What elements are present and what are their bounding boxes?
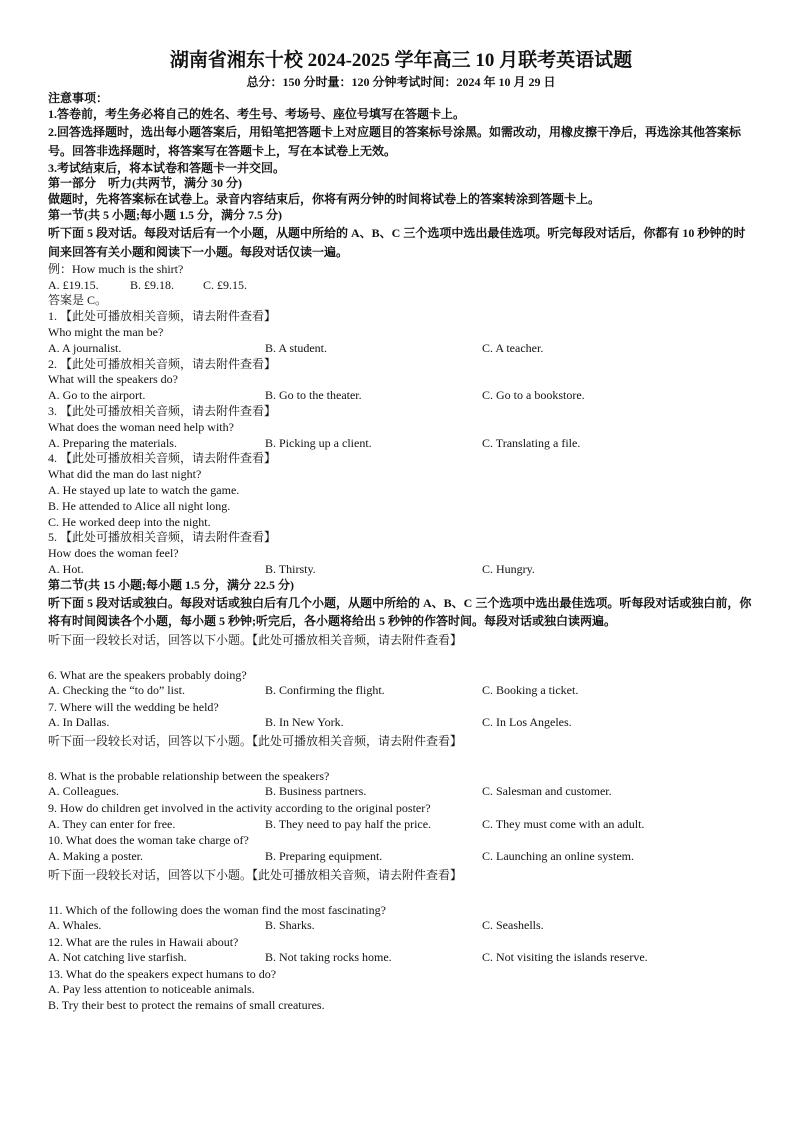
option-a: A. Pay less attention to noticeable animals. [48, 982, 255, 997]
listen-long-note: 听下面一段较长对话，回答以下小题。【此处可播放相关音频，请去附件查看】 [48, 733, 463, 748]
option-a: A. Not catching live starfish. [48, 950, 187, 965]
option-c: C. Not visiting the islands reserve. [482, 950, 648, 965]
section2-instruction: 听下面 5 段对话或独白。每段对话或独白后有几个小题，从题中所给的 A、B、C 三个选项中选出最佳选项。听每段对话或独白前，你将有时间阅读各个小题，每小题 5 秒钟;听完后，各小题将给出 5 秒钟的作答时间。每段对话或独白读两遍。 [48, 595, 752, 628]
option-c: C. He worked deep into the night. [48, 514, 211, 529]
option-c: C. Go to a bookstore. [482, 388, 585, 403]
option-b: B. Go to the theater. [265, 388, 362, 403]
option-c: C. Booking a ticket. [482, 682, 579, 697]
audio-note: 【此处可播放相关音频，请去附件查看】 [60, 309, 277, 324]
option-b: B. Not taking rocks home. [265, 950, 392, 965]
question-9: 9. How do children get involved in the activity according to the original poster? [48, 801, 431, 816]
question-11: 11. Which of the following does the woman find the most fascinating? [48, 902, 386, 917]
option-c: C. Hungry. [482, 561, 535, 576]
option-a: A. Hot. [48, 561, 84, 576]
question-8: 8. What is the probable relationship between the speakers? [48, 768, 330, 783]
note-2: 2.回答选择题时，选出每小题答案后，用铅笔把答题卡上对应题目的答案标号涂黑。如需改动，用橡皮擦干净后，再选涂其他答案标号。回答非选择题时，将答案写在答题卡上，写在本试卷上无效。 [48, 124, 742, 158]
note-1: 1.答卷前，考生务必将自己的姓名、考生号、考场号、座位号填写在答题卡上。 [48, 106, 466, 121]
example-options [48, 278, 754, 294]
question-11-options [48, 918, 754, 934]
option-b: B. Sharks. [265, 917, 315, 932]
question-10-options [48, 849, 754, 865]
audio-note: 【此处可播放相关音频，请去附件查看】 [60, 530, 277, 545]
audio-note: 【此处可播放相关音频，请去附件查看】 [60, 451, 277, 466]
question-2: What will the speakers do? [48, 372, 178, 387]
option-a: A. Whales. [48, 917, 102, 932]
option-c: C. £9.15. [203, 277, 248, 292]
question-8-options [48, 784, 754, 800]
audio-note: 【此处可播放相关音频，请去附件查看】 [60, 403, 277, 418]
option-a: A. Colleagues. [48, 784, 119, 799]
question-7-options [48, 715, 754, 731]
option-a: A. £19.15. [48, 277, 99, 292]
audio-note: 【此处可播放相关音频，请去附件查看】 [60, 356, 277, 371]
option-c: C. They must come with an adult. [482, 816, 645, 831]
question-10: 10. What does the woman take charge of? [48, 833, 249, 848]
option-b: B. In New York. [265, 715, 344, 730]
question-4: What did the man do last night? [48, 467, 202, 482]
question-13: 13. What do the speakers expect humans to do? [48, 966, 277, 981]
option-b: B. Thirsty. [265, 561, 316, 576]
note-3: 3.考试结束后，将本试卷和答题卡一并交回。 [48, 160, 286, 175]
question-3-options [48, 436, 754, 452]
option-a: A. Checking the “to do” list. [48, 682, 185, 697]
option-b: B. Picking up a client. [265, 435, 372, 450]
question-2-options [48, 388, 754, 404]
question-12: 12. What are the rules in Hawaii about? [48, 934, 239, 949]
question-3-audio: 3. 【此处可播放相关音频，请去附件查看】 [48, 403, 277, 418]
option-a: A. In Dallas. [48, 715, 110, 730]
option-a: A. Go to the airport. [48, 388, 146, 403]
section1-heading: 第一节(共 5 小题;每小题 1.5 分，满分 7.5 分) [48, 207, 282, 222]
question-6: 6. What are the speakers probably doing? [48, 667, 247, 682]
option-b: B. A student. [265, 340, 328, 355]
option-b: B. They need to pay half the price. [265, 816, 432, 831]
option-a: A. Making a poster. [48, 848, 143, 863]
question-12-options [48, 950, 754, 966]
page-title: 湖南省湘东十校 2024-2025 学年高三 10 月联考英语试题 [169, 50, 633, 71]
example-question: 例：How much is the shirt? [48, 261, 184, 276]
option-c: C. A teacher. [482, 340, 544, 355]
option-b: B. Confirming the flight. [265, 682, 385, 697]
question-2-audio: 2. 【此处可播放相关音频，请去附件查看】 [48, 356, 277, 371]
question-1: Who might the man be? [48, 324, 164, 339]
option-c: C. In Los Angeles. [482, 715, 572, 730]
listen-long-note: 听下面一段较长对话，回答以下小题。【此处可播放相关音频，请去附件查看】 [48, 632, 463, 647]
option-a: A. He stayed up late to watch the game. [48, 482, 240, 497]
part1-heading: 第一部分 听力(共两节，满分 30 分) [48, 176, 242, 191]
question-5-options [48, 562, 754, 578]
question-5: How does the woman feel? [48, 546, 179, 561]
question-1-audio: 1. 【此处可播放相关音频，请去附件查看】 [48, 309, 277, 324]
question-6-options [48, 683, 754, 699]
option-a: A. Preparing the materials. [48, 435, 177, 450]
option-c: C. Salesman and customer. [482, 784, 612, 799]
example-answer: 答案是 C。 [48, 293, 108, 308]
question-7: 7. Where will the wedding be held? [48, 699, 219, 714]
option-a: A. They can enter for free. [48, 816, 176, 831]
section2-heading: 第二节(共 15 小题;每小题 1.5 分，满分 22.5 分) [48, 577, 294, 592]
option-b: B. Business partners. [265, 784, 367, 799]
option-b: B. Preparing equipment. [265, 848, 383, 863]
option-b: B. £9.18. [130, 277, 175, 292]
question-9-options [48, 817, 754, 833]
listen-long-note: 听下面一段较长对话，回答以下小题。【此处可播放相关音频，请去附件查看】 [48, 867, 463, 882]
question-4-audio: 4. 【此处可播放相关音频，请去附件查看】 [48, 451, 277, 466]
exam-page [48, 48, 754, 1014]
option-b: B. He attended to Alice all night long. [48, 498, 231, 513]
option-c: C. Seashells. [482, 917, 544, 932]
option-c: C. Launching an online system. [482, 848, 634, 863]
option-b: B. Try their best to protect the remains of small creatures. [48, 998, 325, 1013]
exam-info: 总分：150 分时量：120 分钟考试时间：2024 年 10 月 29 日 [246, 75, 556, 89]
option-c: C. Translating a file. [482, 435, 581, 450]
question-3: What does the woman need help with? [48, 419, 234, 434]
option-a: A. A journalist. [48, 340, 122, 355]
part1-instruction: 做题时，先将答案标在试卷上。录音内容结束后，你将有两分钟的时间将试卷上的答案转涂到答题卡上。 [48, 192, 601, 207]
section1-instruction: 听下面 5 段对话。每段对话后有一个小题，从题中所给的 A、B、C 三个选项中选出最佳选项。听完每段对话后，你都有 10 秒钟的时间来回答有关小题和阅读下一小题。每段对话仅读一遍。 [48, 225, 746, 259]
question-1-options [48, 341, 754, 357]
question-5-audio: 5. 【此处可播放相关音频，请去附件查看】 [48, 530, 277, 545]
notes-heading: 注意事项： [48, 91, 109, 105]
